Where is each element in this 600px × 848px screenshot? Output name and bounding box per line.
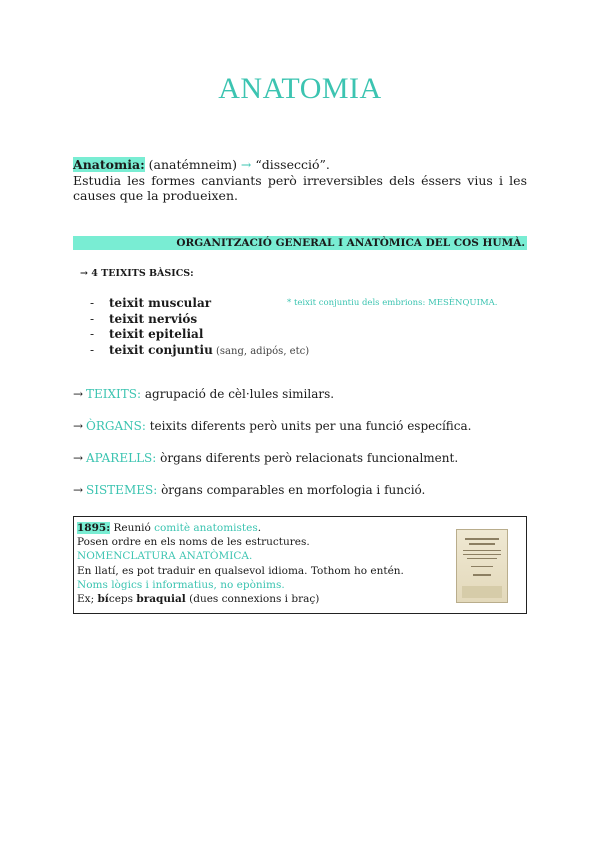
intro-description: Estudia les formes canviants però irreversibles dels éssers vius i les causes que la produeixen. [73,172,527,203]
meaning: “dissecció”. [251,157,330,172]
arrow-icon: → [73,483,84,497]
section-banner: ORGANITZACIÓ GENERAL I ANATÒMICA DEL COS HUMÀ. [73,236,527,250]
definition-item [73,483,472,515]
tissue-name: teixit nerviós [109,311,198,326]
tissue-name: teixit muscular [109,296,212,310]
list-item [90,327,309,343]
bullet-dash: - [90,296,95,310]
definition-item [73,419,472,451]
definition-text: òrgans diferents però relacionats funcionalment. [156,451,459,465]
tissue-examples: (sang, adipós, etc) [212,345,310,357]
definition-term: APARELLS: [86,451,157,465]
box-line: NOMENCLATURA ANATÒMICA. [77,550,253,563]
definition-term: ÒRGANS: [86,419,146,433]
anatomia-term: Anatomia: [73,157,145,172]
box-line: Noms lògics i informatius, no epònims. [77,578,285,591]
box-text: bí [97,593,109,606]
definition-term: SISTEMES: [86,483,158,497]
list-item [90,343,309,360]
box-text: Reunió [110,522,155,534]
box-line: Posen ordre en els noms de les estructures. [77,536,310,549]
pronunciation: (anatémneim) [144,157,241,172]
tissue-name: teixit conjuntiu [109,342,213,357]
box-text: Ex; [77,593,98,606]
bullet-dash: - [90,342,95,357]
box-text: braquial [136,593,186,606]
arrow-icon: → [73,451,84,465]
definition-text: òrgans comparables en morfologia i funció. [157,483,426,497]
basic-tissues-heading: → 4 TEIXITS BÀSICS: [80,268,194,279]
definition-item [73,451,472,483]
arrow-icon: → [240,157,252,172]
definition-item [73,387,472,419]
list-item [90,312,309,328]
tissue-list [90,296,309,359]
definitions-list [73,387,472,515]
definition-term: TEIXITS: [86,387,142,401]
tissue-name: teixit epitelial [109,327,204,341]
page-title: ANATOMIA [218,72,382,105]
book-cover-image [456,529,508,603]
box-text: ceps [108,593,137,606]
list-item [90,296,309,312]
bullet-dash: - [90,327,95,341]
definition-text: agrupació de cèl·lules similars. [141,387,335,401]
box-text: . [257,522,262,534]
mesenchyme-note: * teixit conjuntiu dels embrions: MESÈNQUIMA. [287,298,498,308]
bullet-dash: - [90,311,95,326]
box-line: En llatí, es pot traduir en qualsevol idioma. Tothom ho entén. [77,564,404,577]
box-text: (dues connexions i braç) [185,593,320,606]
arrow-icon: → [73,387,84,401]
arrow-icon: → [73,419,84,433]
year-label: 1895: [77,522,111,534]
intro-section [73,157,527,204]
intro-definition [73,157,527,173]
box-highlight-text: comitè anatomistes [154,522,258,534]
definition-text: teixits diferents però units per una funció específica. [145,419,472,433]
